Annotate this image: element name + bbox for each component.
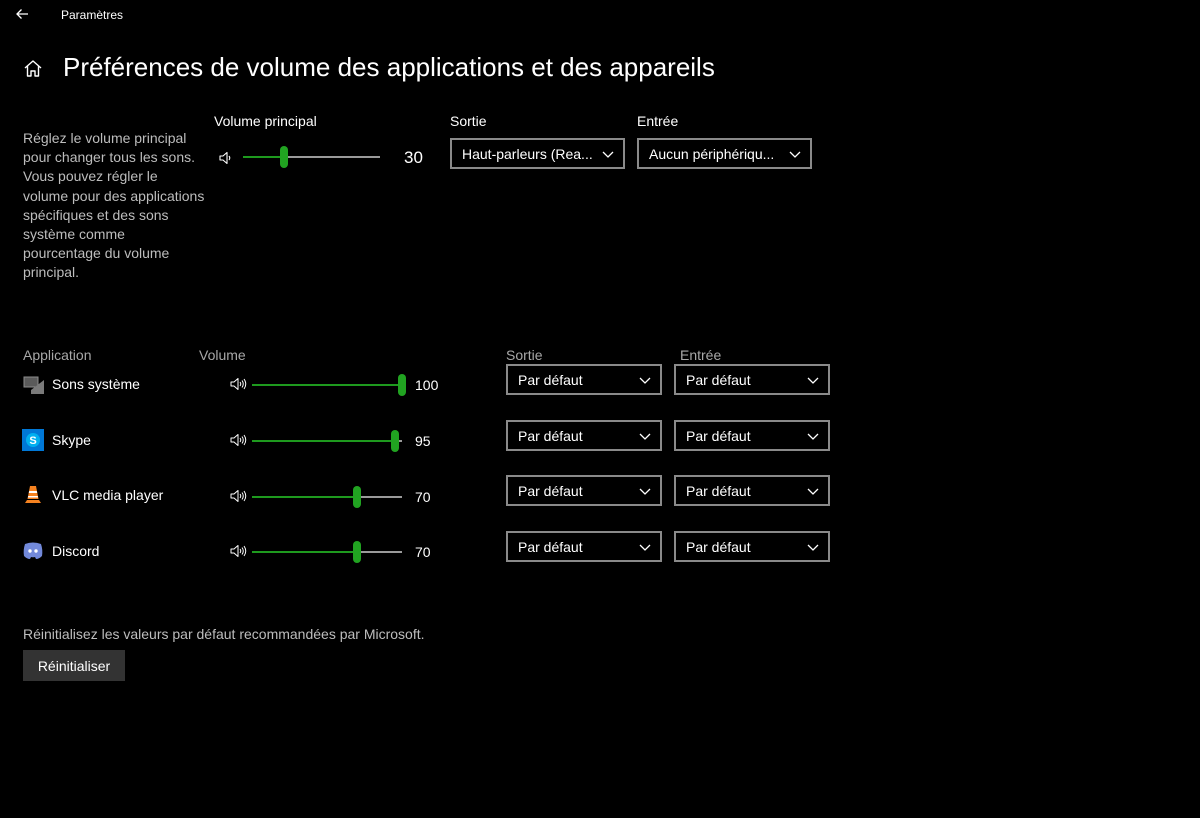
chevron-down-icon [638, 484, 652, 498]
slider-fill [252, 384, 402, 386]
chevron-down-icon [806, 484, 820, 498]
chevron-down-icon [806, 540, 820, 554]
app-name: Skype [52, 432, 91, 448]
slider-thumb[interactable] [280, 146, 288, 168]
app-input-dropdown[interactable] [674, 420, 830, 451]
dropdown-value: Haut-parleurs (Rea... [462, 146, 593, 162]
chevron-down-icon [806, 373, 820, 387]
app-volume-value: 95 [415, 433, 431, 449]
dropdown-value: Par défaut [686, 483, 751, 499]
dropdown-value: Par défaut [686, 539, 751, 555]
app-input-dropdown[interactable] [674, 364, 830, 395]
page-title: Préférences de volume des applications et des appareils [63, 52, 715, 82]
master-volume-value: 30 [404, 148, 423, 167]
app-name: Discord [52, 543, 100, 559]
column-header-output: Sortie [506, 347, 543, 363]
home-icon[interactable] [21, 57, 45, 81]
dropdown-value: Par défaut [518, 483, 583, 499]
chevron-down-icon [638, 540, 652, 554]
speaker-icon [230, 432, 248, 448]
dropdown-value: Par défaut [518, 372, 583, 388]
slider-thumb[interactable] [353, 486, 361, 508]
speaker-icon [230, 543, 248, 559]
column-header-input: Entrée [680, 347, 722, 363]
master-volume-slider[interactable] [243, 145, 380, 169]
dropdown-value: Par défaut [686, 372, 751, 388]
chevron-down-icon [788, 147, 802, 161]
master-output-dropdown[interactable] [450, 138, 625, 169]
slider-fill [243, 156, 284, 158]
app-volume-slider[interactable] [252, 429, 402, 453]
reset-description: Réinitialisez les valeurs par défaut recommandées par Microsoft. [23, 626, 425, 642]
dropdown-value: Par défaut [518, 539, 583, 555]
app-input-dropdown[interactable] [674, 531, 830, 562]
arrow-left-icon [8, 2, 38, 26]
slider-fill [252, 551, 357, 553]
chevron-down-icon [601, 147, 615, 161]
slider-fill [252, 496, 357, 498]
app-volume-slider[interactable] [252, 373, 402, 397]
svg-text:S: S [29, 435, 37, 447]
app-volume-slider[interactable] [252, 540, 402, 564]
slider-thumb[interactable] [398, 374, 406, 396]
skype-icon [22, 429, 44, 451]
app-output-dropdown[interactable] [506, 475, 662, 506]
dropdown-value: Par défaut [518, 428, 583, 444]
reset-button[interactable]: Réinitialiser [23, 650, 125, 681]
app-output-dropdown[interactable] [506, 531, 662, 562]
slider-thumb[interactable] [353, 541, 361, 563]
app-name: Sons système [52, 376, 140, 392]
slider-fill [252, 440, 395, 442]
chevron-down-icon [806, 429, 820, 443]
dropdown-value: Par défaut [686, 428, 751, 444]
app-volume-slider[interactable] [252, 485, 402, 509]
app-volume-value: 100 [415, 377, 439, 393]
window-title: Paramètres [61, 8, 124, 22]
chevron-down-icon [638, 373, 652, 387]
master-input-dropdown[interactable] [637, 138, 812, 169]
app-output-dropdown[interactable] [506, 420, 662, 451]
system-sounds-icon [23, 374, 45, 396]
app-input-dropdown[interactable] [674, 475, 830, 506]
vlc-icon [22, 484, 44, 506]
dropdown-value: Aucun périphériqu... [649, 146, 775, 162]
back-button[interactable] [8, 2, 38, 26]
speaker-icon [218, 150, 234, 166]
chevron-down-icon [638, 429, 652, 443]
app-volume-value: 70 [415, 544, 431, 560]
column-header-application: Application [23, 347, 92, 363]
master-output-label: Sortie [450, 113, 487, 129]
discord-icon [22, 540, 44, 562]
master-input-label: Entrée [637, 113, 679, 129]
column-header-volume: Volume [199, 347, 246, 363]
app-volume-value: 70 [415, 489, 431, 505]
slider-thumb[interactable] [391, 430, 399, 452]
app-name: VLC media player [52, 487, 164, 503]
description-text: Réglez le volume principal pour changer tous les sons. Vous pouvez régler le volume pour des applications spécifiques et des sons système comme pourcentage du volume principal. [23, 130, 205, 281]
master-volume-label: Volume principal [214, 113, 317, 129]
speaker-icon [230, 376, 248, 392]
app-output-dropdown[interactable] [506, 364, 662, 395]
speaker-icon [230, 488, 248, 504]
